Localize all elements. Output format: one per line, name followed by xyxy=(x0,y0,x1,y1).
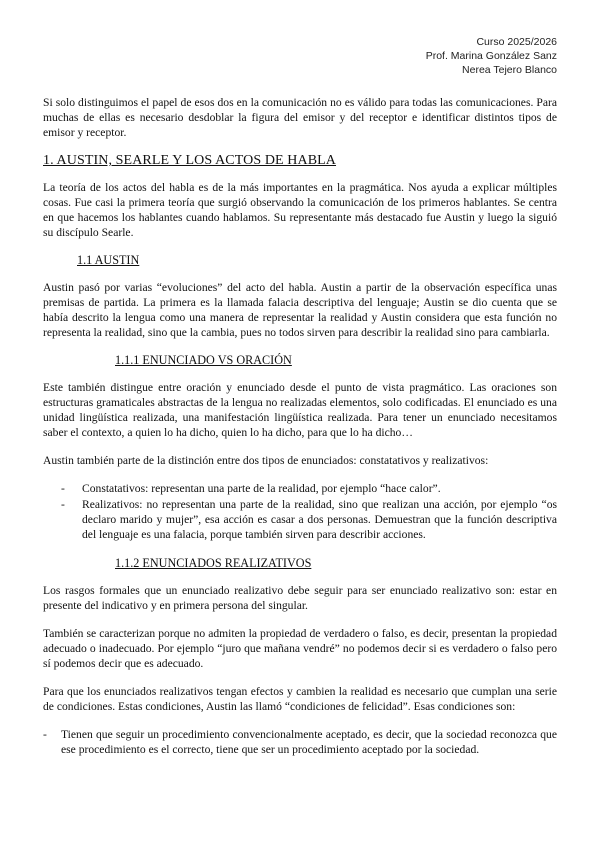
document-body xyxy=(43,95,557,771)
section-1-1-2-paragraph-2: También se caracterizan porque no admiten la propiedad de verdadero o falso, es decir, presentan la propiedad adecuado o inadecuado. Por ejemplo “juro que mañana vendré” no podemos decir si es verdadero o falso pero sí podemos decir que es adecuado. xyxy=(43,627,557,670)
list-dash: - xyxy=(43,728,47,741)
section-1-1-2-heading: 1.1.2 ENUNCIADOS REALIZATIVOS xyxy=(115,556,312,570)
list-item-text: Realizativos: no representan una parte de la realidad, sino que realizan una acción, por ejemplo “os declaro marido y mujer”, esa acción es casar a dos personas. Demuestran que la función descriptiva del lenguaje es una falacia, porque también sirven para describir acciones. xyxy=(82,498,557,541)
list-item xyxy=(43,727,557,757)
list-item-text: Tienen que seguir un procedimiento convencionalmente aceptado, es decir, que la sociedad reconozca que ese procedimiento es el correcto, tiene que ser un procedimiento aceptado por la sociedad. xyxy=(61,728,557,756)
author-label: Nerea Tejero Blanco xyxy=(462,64,557,76)
section-1-heading: 1. AUSTIN, SEARLE Y LOS ACTOS DE HABLA xyxy=(43,153,337,168)
section-1-1-2-paragraph-1: Los rasgos formales que un enunciado realizativo debe seguir para ser enunciado realizativo son: estar en presente del indicativo y en primera persona del singular. xyxy=(43,584,557,612)
conditions-list xyxy=(43,727,557,757)
list-item xyxy=(43,481,557,496)
section-1-1-paragraph: Austin pasó por varias “evoluciones” del acto del habla. Austin a partir de la observación específica unas premisas de partida. La primera es la llamada falacia descriptiva del lenguaje; Austin se dio cuenta que se había descrito la lengua como una manera de representar la realidad y Austin considera que esta función no representa la realidad, sino que la cambia, pues no todos sirven para describir la realidad sino para cambiarla. xyxy=(43,281,557,339)
section-1-paragraph: La teoría de los actos del habla es de la más importantes en la pragmática. Nos ayuda a explicar múltiples cosas. Fue casi la primera teoría que surgió observando la comunicación de los primeros hablantes. Se centra en que hacemos los hablantes cuando hablamos. Su representante más destacado fue Austin y luego la siguió su discípulo Searle. xyxy=(43,181,557,239)
course-label: Curso 2025/2026 xyxy=(476,36,557,48)
section-1-1-1-heading: 1.1.1 ENUNCIADO VS ORACIÓN xyxy=(115,353,292,367)
intro-paragraph: Si solo distinguimos el papel de esos dos en la comunicación no es válido para todas las comunicaciones. Para muchas de ellas es necesario desdoblar la figura del emisor y del receptor e identificar distintos tipos de emisor y receptor. xyxy=(43,96,557,139)
section-1-1-2-paragraph-3: Para que los enunciados realizativos tengan efectos y cambien la realidad es necesario que cumplan una serie de condiciones. Estas condiciones, Austin las llamó “condiciones de felicidad”. Esas condiciones son: xyxy=(43,685,557,713)
section-1-1-1-paragraph-2: Austin también parte de la distinción entre dos tipos de enunciados: constatativos y realizativos: xyxy=(43,454,489,467)
list-item-text: Constatativos: representan una parte de la realidad, por ejemplo “hace calor”. xyxy=(82,482,441,495)
section-1-1-1-paragraph-1: Este también distingue entre oración y enunciado desde el punto de vista pragmático. Las oraciones son estructuras gramaticales abstractas de la lengua no realizadas elementos, solo codificadas. El enunciado es una unidad lingüística realizada, una manifestación lingüística realizada. Para tener un enunciado necesitamos saber el contexto, a quien lo ha dicho, quien lo ha dicho, para que lo ha dicho… xyxy=(43,381,557,439)
section-1-1-heading: 1.1 AUSTIN xyxy=(77,253,140,267)
professor-label: Prof. Marina González Sanz xyxy=(425,50,557,62)
list-dash: - xyxy=(61,498,65,511)
enunciado-types-list xyxy=(43,481,557,542)
list-dash: - xyxy=(61,482,65,495)
list-item xyxy=(43,497,557,542)
page-header xyxy=(426,35,557,77)
